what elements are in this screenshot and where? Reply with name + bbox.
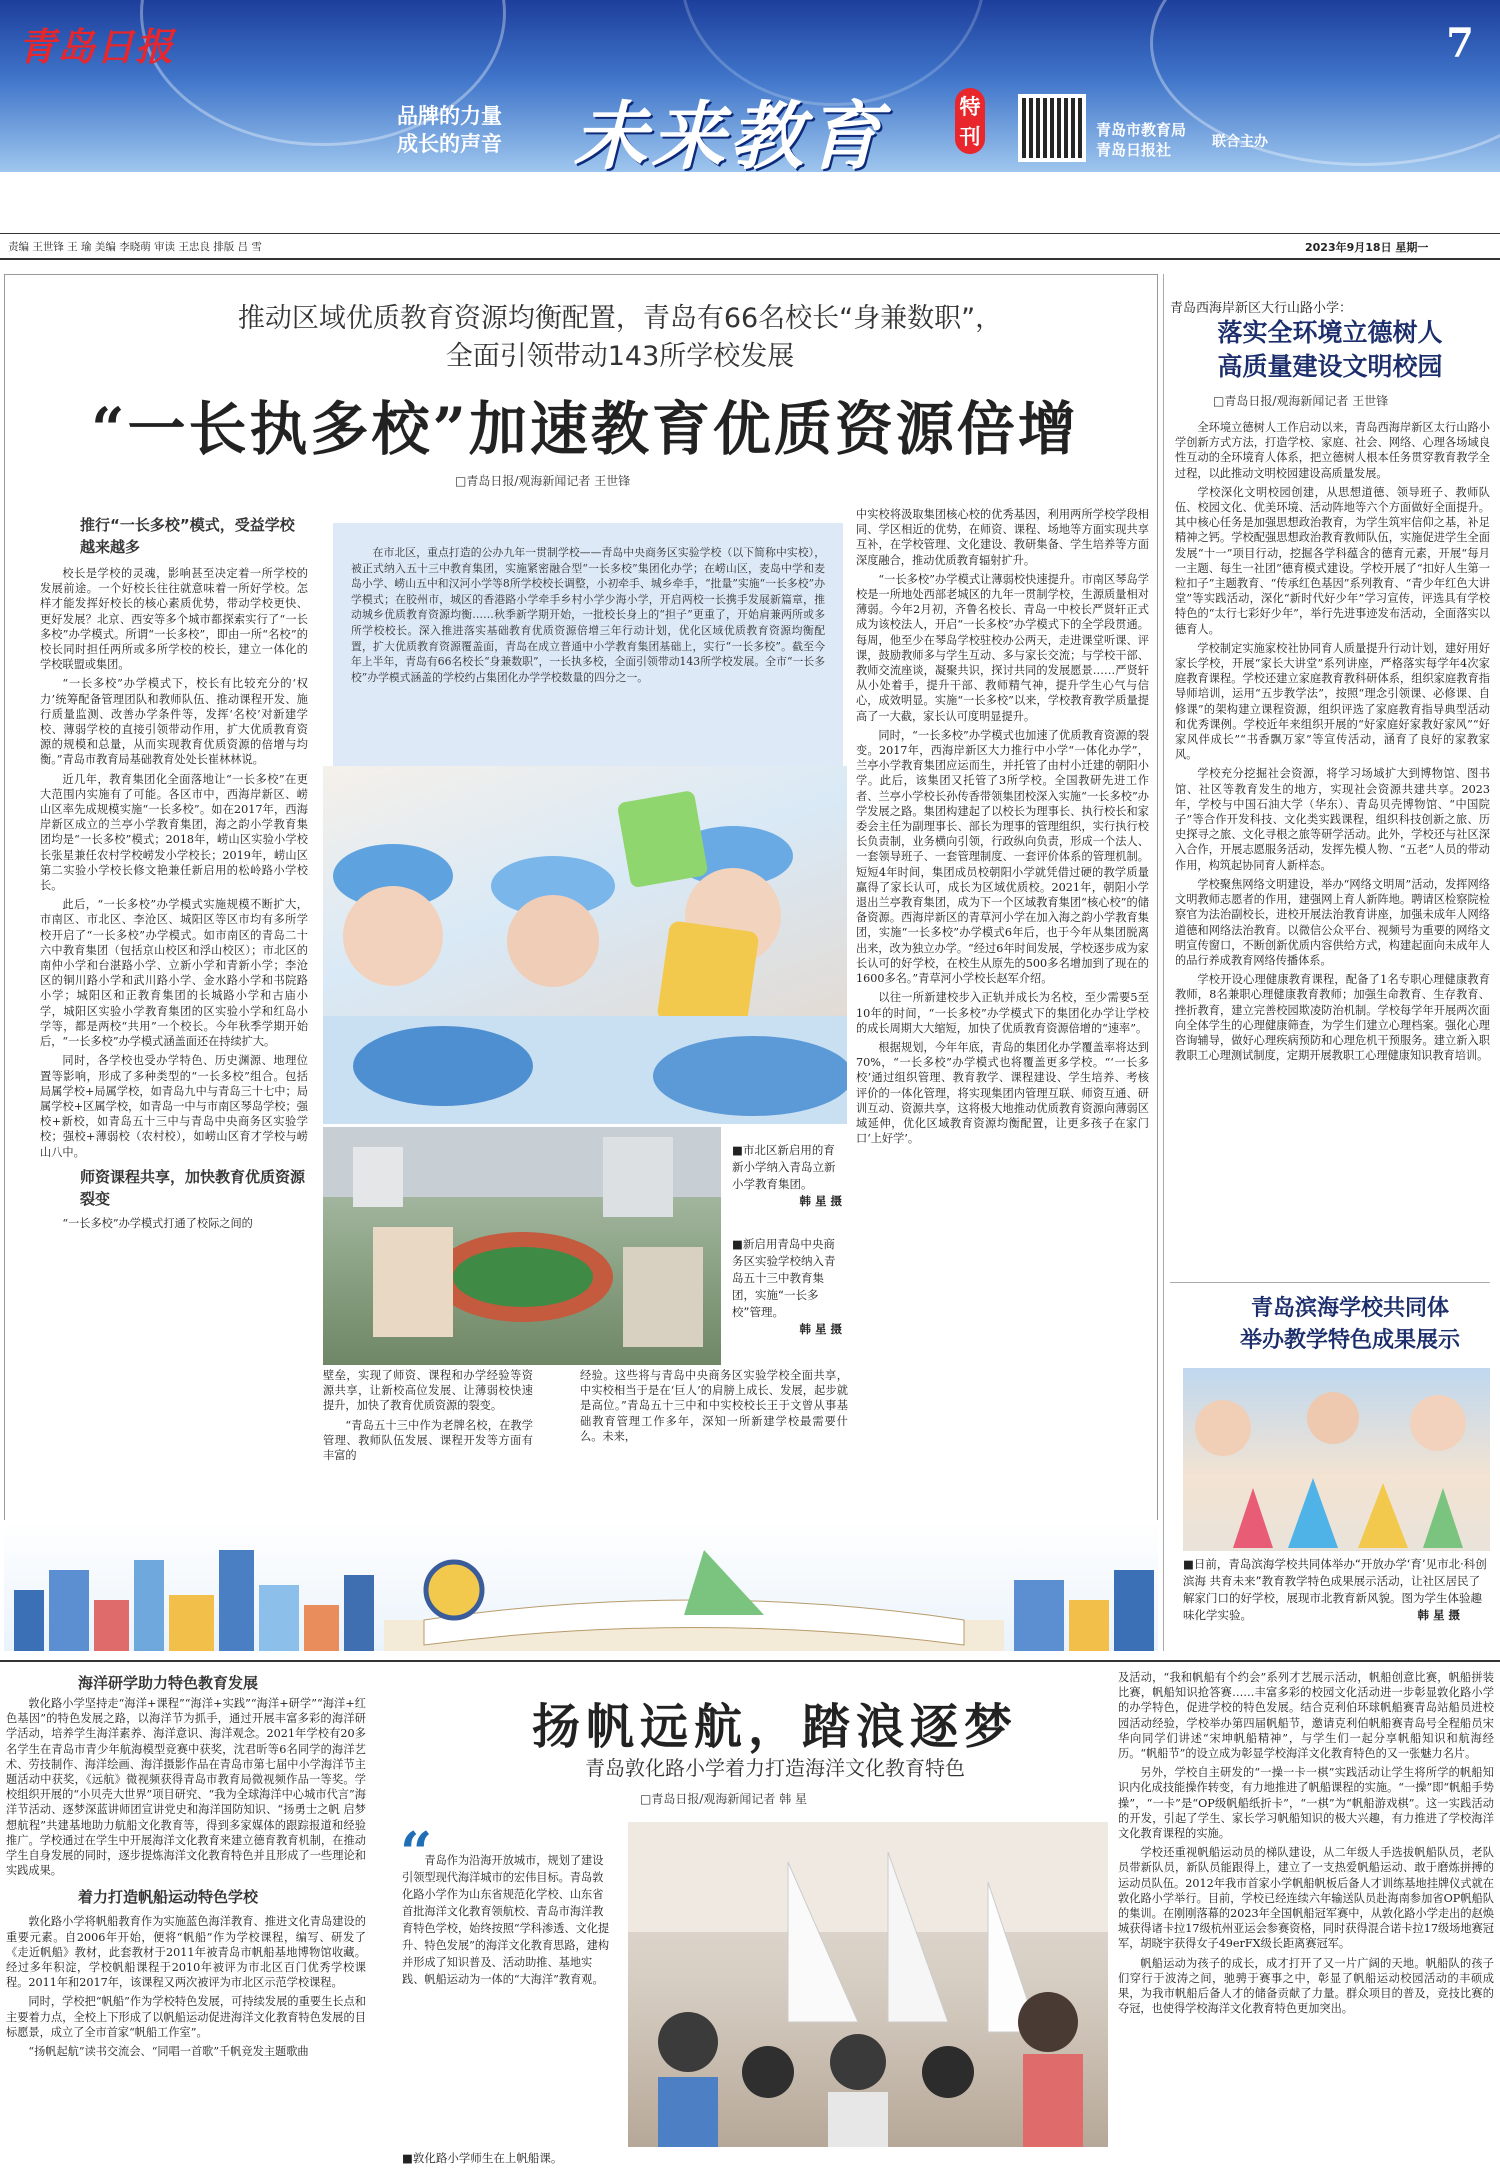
slogan-line: 成长的声音 xyxy=(397,132,502,156)
paragraph: 以往一所新建校步入正轨并成长为名校，至少需要5至10年的时间，“一长多校”办学模式下的集团化办学让学校的成长周期大大缩短，加快了优质教育资源倍增的“速率”。 xyxy=(856,991,1149,1035)
subheading: 海洋研学助力特色教育发展 xyxy=(78,1674,259,1692)
lead-column-5 xyxy=(856,507,1149,1150)
slogan xyxy=(397,102,502,158)
page-number: 7 xyxy=(1446,20,1474,67)
photo-credit: 韩 星 摄 xyxy=(799,1194,842,1208)
paragraph: 学校聚焦网络文明建设，举办“网络文明周”活动，发挥网络文明教师志愿者的作用，建强网上育人新阵地。聘请区检察院检察官为法治副校长，进校开展法治教育讲座，加强未成年人网络道德和网络法治教育。以微信公众平台、视频号为重要的网络文明宣传窗口，不断创新优质内容供给方式，构建起面向未成年人的品行养成教育网络传播体系。 xyxy=(1175,877,1490,967)
paragraph: 校长是学校的灵魂，影响甚至决定着一所学校的发展前途。一个好校长往往就意味着一所好学校。怎样才能发挥好校长的核心素质优势，带动学校更快、更好发展？北京、西安等多个城市都探索实行了“一长多校”办学模式。所谓“一长多校”，即由一所“名校”的校长同时担任两所或多所学校的校长，建立一体化的学校联盟或集团。 xyxy=(40,567,308,672)
staff-credits: 责编 王世锋 王 瑜 美编 李晓萌 审读 王忠良 排版 吕 雪 xyxy=(8,241,262,253)
paragraph: 学校还重视帆船运动员的梯队建设，从二年级人手选拔帆船队员，老队员带新队员，新队员能跟得上，建立了一支热爱帆船运动、敢于磨炼拼搏的运动员队伍。2012年我市首家小学帆船帆板后备人才训练基地挂牌仪式就在敦化路小学举行。目前，学校已经连续六年输送队员赴海南参加省OP帆船队的集训。在刚刚落幕的2023年全国帆船冠军赛中，从敦化路小学走出的赵焕城获得诸卡拉17级杭州亚运会参赛资格，同时获得混合诺卡拉17级场地赛冠军，胡晓宇获得女子49erFX级长距离赛冠军。 xyxy=(1118,1846,1494,1951)
subheading: 师资课程共享，加快教育优质资源裂变 xyxy=(80,1167,306,1208)
headline-line: 落实全环境立德树人 xyxy=(1217,318,1443,347)
headline-line: 青岛滨海学校共同体 xyxy=(1250,1295,1449,1321)
article-byline: □青岛日报/观海新闻记者 王世锋 xyxy=(1213,394,1389,408)
paragraph: 及活动，“我和帆船有个约会”系列才艺展示活动，帆船创意比赛，帆船拼装比赛，帆船知识抢答赛……丰富多彩的校园文化活动进一步彰显敦化路小学的办学特色，促进学校的特色发展。结合克利伯环球帆船赛青岛站船员进校园活动经验，学校举办第四届帆船节，邀请克利伯帆船赛青岛号全程船员宋华向同学们讲述“宋坤帆船精神”，与学生们一起分享帆船知识和航海经历。“帆船节”的设立成为彰显学校海洋文化教育特色的又一张魅力名片。 xyxy=(1118,1671,1494,1761)
bottom-byline: □青岛日报/观海新闻记者 韩 星 xyxy=(640,1792,808,1806)
photo-sailing-class xyxy=(628,1822,1108,2147)
paragraph: 敦化路小学将帆船教育作为实施蓝色海洋教育、推进文化青岛建设的重要元素。自2006年开始，便将“帆船”作为学校课程，编写、研发了《走近帆船》教材，此套教材于2011年被青岛市帆船基地博物馆收藏。经过多年积淀，学校帆船课程于2010年被评为市北区百门优秀学校课程。2011年和2017年，该课程又两次被评为市北区示范学校课程。 xyxy=(6,1915,366,1990)
bottom-headline: 扬帆远航，踏浪逐梦 xyxy=(531,1699,1018,1755)
deck-line: 全面引领带动143所学校发展 xyxy=(445,341,795,372)
organizer-line: 青岛市教育局 xyxy=(1096,121,1187,139)
lead-byline: □青岛日报/观海新闻记者 王世锋 xyxy=(455,474,631,488)
paragraph: 学校充分挖掘社会资源，将学习场域扩大到博物馆、图书馆、社区等教育发生的地方，实现社会资源共建共享。2023年，学校与中国石油大学（华东）、青岛贝壳博物馆、“中国院子”等合作开发科技、文化类实践课程，组织科技创新之旅、历史探寻之旅、文化寻根之旅等研学活动。此外，学校还与社区深入合作，开展志愿服务活动，发挥先模人物、“五老”人员的带动作用，构筑起协同育人新样态。 xyxy=(1175,767,1490,872)
decor-illustration xyxy=(4,1520,1158,1651)
paragraph: 全环境立德树人工作启动以来，青岛西海岸新区太行山路小学创新方式方法，打造学校、家庭、社会、网络、心理各场域良性互动的全环境育人体系，把立德树人根本任务贯穿教育教学全过程，以此推动文明校园建设高质量发展。 xyxy=(1175,421,1490,480)
headline-line: 高质量建设文明校园 xyxy=(1217,352,1443,381)
lead-column-1 xyxy=(40,514,308,1235)
paragraph: 中实校将汲取集团核心校的优秀基因，利用两所学校学段相同、学区相近的优势，在师资、课程、场地等方面实现共享互补，在学校管理、文化建设、教研集备、学生培养等方面深度融合，推动优质教育辐射扩升。 xyxy=(856,508,1149,567)
article-headline xyxy=(1220,1292,1480,1356)
highlight-text: 在市北区，重点打造的公办九年一贯制学校——青岛中央商务区实验学校（以下简称中实校），被正式纳入五十三中教育集团，实施紧密融合型“一长多校”集团化办学；在崂山区，麦岛中学和麦岛小学、崂山五中和汉河小学等8所学校校长调整，小初牵手、城乡牵手，“批量”实施“一长多校”办学模式；在胶州市，城区的香港路小学牵手乡村小学少海小学，开启两校一长携手发展新篇章，推动城乡优质教育资源均衡……秋季新学期开始，一批校长身上的“担子”更重了，开始肩兼两所或多所学校校长。深入推进落实基础教育优质资源倍增三年行动计划，优化区域优质教育资源均衡配置，扩大优质教育资源覆盖面，青岛在成立普通中小学教育集团基础上，实行“一长多校”。截至今年上半年，青岛有66名校长“身兼数职”，一长执多校，全面引领带动143所学校发展。全市“一长多校”办学模式涵盖的学校约占集团化办学学校数量的四分之一。 xyxy=(351,546,825,684)
lead-column-4-tail xyxy=(580,1368,848,1448)
paragraph: 经验。这些将与青岛中央商务区实验学校全面共享，中实校相当于是在‘巨人’的肩膀上成长、发展，起步就是高位。”青岛五十三中和中实校校长王于文曾从事基础教育管理工作多年，深知一所新建学校最需要什么。未来， xyxy=(580,1369,848,1443)
paragraph: 另外，学校自主研发的“一操一卡一棋”实践活动让学生将所学的帆船知识内化成技能操作转变，有力地推进了帆船课程的实施。“一操”即“帆船手势操”，“一卡”是“OP级帆船纸折卡”，“一棋”为“帆船游戏棋”。这一实践活动的开发，引起了学生、家长学习帆船知识的极大兴趣，有力推进了学校海洋文化教育课程的实施。 xyxy=(1118,1766,1494,1841)
organizer-line: 青岛日报社 xyxy=(1096,141,1172,159)
newspaper-logo: 青岛日报 xyxy=(18,24,175,69)
special-issue-tag: 特刊 xyxy=(955,88,985,154)
paragraph: “一长多校”办学模式让薄弱校快速提升。市南区琴岛学校是一所地处西部老城区的九年一贯制学校，生源质量相对薄弱。今年2月初，齐鲁名校长、青岛一中校长严贤轩正式成为该校法人，开启“一长多校”办学模式下的全学段贯通。每周，他至少在琴岛学校驻校办公两天，走进课堂听课、评课，鼓励教师多与学生互动、多与家长交流；与学校干部、教师交流座谈，凝聚共识，探讨共同的发展愿景……严贤轩从小处着手，提升干部、教师精气神，提升学生心气与信心，成效明显。实施“一长多校”以来，学校教育教学质量提高了一大截，家长认可度明显提升。 xyxy=(856,572,1149,723)
photo-illustration xyxy=(628,1822,1108,2147)
caption-text: ■日前，青岛滨海学校共同体举办“开放办学‘育’见市北·科创滨海 共育未来”教育教学特色成果展示活动，让社区居民了解家门口的好学校，展现市北教育新风貌。图为学生体验趣味化学实验。 xyxy=(1183,1557,1487,1622)
pull-quote xyxy=(402,1832,612,1988)
bottom-column-right xyxy=(1118,1670,1494,2020)
headline-line: 举办教学特色成果展示 xyxy=(1239,1327,1460,1353)
paragraph: 同时，各学校也受办学特色、历史渊源、地理位置等影响，形成了多种类型的“一长多校”组合。包括局属学校+局属学校，如青岛九中与青岛三十七中；局属学校+区属学校，如青岛一中与市南区琴岛学校；强校+新校，如青岛五十三中与青岛中央商务区实验学校；强校+薄弱校（农村校），如崂山区育才学校与崂山八中。 xyxy=(40,1054,308,1159)
lead-deck xyxy=(90,300,1150,376)
deck-line: 推动区域优质教育资源均衡配置，青岛有66名校长“身兼数职”， xyxy=(237,303,1003,334)
lead-headline: “一长执多校”加速教育优质资源倍增 xyxy=(91,395,1079,463)
article-headline xyxy=(1170,316,1490,384)
paragraph: “扬帆起航”读书交流会、“同唱一首歌”千帆竞发主题歌曲 xyxy=(28,2045,309,2059)
section-title: 未来教育 xyxy=(573,94,885,180)
paragraph: “一长多校”办学模式打通了校际之间的 xyxy=(62,1216,253,1230)
paragraph: 根据规划，今年年底，青岛的集团化办学覆盖率将达到70%，“一长多校”办学模式也将覆盖更多学校。“‘一长多校’通过组织管理、教育教学、课程建设、学生培养、考核评价的一体化管理，将实现集团内管理互联、师资互通、研训互动、资源共享，这将极大地推动优质教育资源向薄弱区域延伸，优化区域教育资源均衡配置，让更多孩子在家门口‘上好学’。 xyxy=(856,1040,1149,1146)
photo-caption: ■敦化路小学师生在上帆船课。 xyxy=(402,2151,563,2165)
photo-caption xyxy=(1183,1556,1490,1624)
photo-illustration xyxy=(323,766,847,1124)
paragraph: 学校制定实施家校社协同育人质量提升行动计划，建好用好家长学校，开展“家长大讲堂”系列讲座，严格落实每学年4次家庭教育课程。学校还建立家庭教育教科研体系，组织家庭教育指导师培训，运用“五步教学法”，按照“理念引领课、必修课、自修课”的架构建立课程资源，组织评选了家庭教育指导典型活动和优秀课例。学校近年来组织开展的“好家庭好家教好家风”“好家风伴成长”“书香飘万家”等宣传活动，涵育了良好的家教家风。 xyxy=(1175,641,1490,762)
subheading: 推行“一长多校”模式，受益学校越来越多 xyxy=(80,516,295,556)
paragraph: 学校深化文明校园创建，从思想道德、领导班子、教师队伍、校园文化、优美环境、活动阵地等六个方面做好全面提升。其中核心任务是加强思想政治教育，为学生筑牢信仰之基，补足精神之钙。学校配强思想政治教育教师队伍，实施促进学生全面发展“十一”项目行动，挖掘各学科蕴含的德育元素，开展“每月一主题、每生一社团”德育模式建设。学校开展了“扣好人生第一粒扣子”主题教育、“传承红色基因”系列教育、“青少年红色大讲堂”等实践活动，深化“新时代好少年”学习宣传，评选具有学校特色的“太行七彩好少年”，举行先进事迹发布活动，全面落实以德育人。 xyxy=(1175,485,1490,636)
photo-caption xyxy=(732,1142,842,1210)
photo-first-day xyxy=(323,766,847,1124)
photo-credit: 韩 星 摄 xyxy=(799,1322,842,1336)
organizer-suffix: 联合主办 xyxy=(1212,134,1268,150)
photo-caption xyxy=(732,1236,842,1338)
lead-column-3-tail xyxy=(323,1368,533,1467)
qr-code-icon xyxy=(1018,94,1086,162)
photo-aerial-school xyxy=(323,1127,721,1365)
paragraph: “青岛五十三中作为老牌名校，在教学管理、教师队伍发展、课程开发等方面有丰富的 xyxy=(323,1418,533,1463)
paragraph: 同时，学校把“帆船”作为学校特色发展，可持续发展的重要生长点和主要着力点，全校上下形成了以帆船运动促进海洋文化教育特色发展的目标愿景，成立了全市首家“帆船工作室”。 xyxy=(6,1995,366,2039)
caption-text: ■新启用青岛中央商务区实验学校纳入青岛五十三中教育集团，实施“一长多校”管理。 xyxy=(732,1237,836,1319)
paragraph: 壁垒，实现了师资、课程和办学经验等资源共享，让新校高位发展、让薄弱校快速提升，加快了教育优质资源的裂变。 xyxy=(323,1369,533,1413)
divider xyxy=(1170,1282,1490,1283)
column-rule xyxy=(1163,274,1164,1651)
article-kicker: 青岛西海岸新区大行山路小学： xyxy=(1170,301,1353,316)
bottom-column-1 xyxy=(6,1696,366,2063)
divider xyxy=(0,233,1500,234)
city-book-illustration xyxy=(4,1520,1158,1651)
bottom-subheadline: 青岛敦化路小学着力打造海洋文化教育特色 xyxy=(585,1756,965,1780)
organizers xyxy=(1096,120,1186,160)
divider xyxy=(0,258,1500,260)
paragraph: 近几年，教育集团化全面落地让“一长多校”在更大范围内实施有了可能。各区市中，西海岸新区、崂山区率先成规模实施“一长多校”。如在2017年，西海岸新区成立的兰亭小学教育集团，海之韵小学教育集团均是“一长多校”模式；2018年，崂山区实验小学校长张星兼任农村学校崂发小学校长；2019年，崂山区第二实验小学校长修文艳兼任新启用的松岭路小学校长。 xyxy=(40,772,308,893)
pull-quote-text: 青岛作为沿海开放城市，规划了建设引领型现代海洋城市的宏伟目标。青岛敦化路小学作为山东省规范化学校、山东省首批海洋文化教育领航校、青岛市海洋教育特色学校，始终按照“学科渗透、文化提升、特色发展”的海洋文化教育思路，建构并形成了知识普及、活动助推、基地实践、帆船运动为一体的“大海洋”教育观。 xyxy=(402,1854,610,1986)
divider xyxy=(0,1660,1500,1662)
paragraph: 帆船运动为孩子的成长，成才打开了又一片广阔的天地。帆船队的孩子们穿行于波涛之间，驰骋于赛事之中，彰显了帆船运动校园活动的丰硕成果，为我市帆船后备人才的储备贡献了力量。群众项目的普及，竞技比赛的夺冠，也使得学校海洋文化教育特色更加突出。 xyxy=(1118,1956,1494,2016)
quote-mark-icon: “ xyxy=(400,1820,433,1886)
paragraph: 学校开设心理健康教育课程，配备了1名专职心理健康教育教师，8名兼职心理健康教育教师；加强生命教育、生存教育、挫折教育，建立完善校园欺凌防治机制。学校每学年开展两次面向全体学生的心理健康筛查，为学生们建立心理档案。强化心理咨询辅导，做好心理疾病预防和心理危机干预服务。建立新入职教职工心理测试制度，定期开展教职工心理健康知识教育培训。 xyxy=(1175,973,1490,1063)
paragraph: 此后，“一长多校”办学模式实施规模不断扩大，市南区、市北区、李沧区、城阳区等区市均有多所学校开启了“一长多校”办学模式。如市南区的青岛二十六中教育集团（包括京山校区和浮山校区）；市北区的南仲小学和台湛路小学、立新小学和青新小学；李沧区的铜川路小学和武川路小学、金水路小学和书院路小学；城阳区和正教育集团的长城路小学和古庙小学，城阳区实验小学教育集团的区实验小学和红岛小学等，都是两校“共用”一个校长。今年秋季学期开始后，“一长多校”办学模式涵盖面还在持续扩大。 xyxy=(40,898,308,1049)
issue-date: 2023年9月18日 星期一 xyxy=(1305,241,1429,254)
paragraph: 同时，“一长多校”办学模式也加速了优质教育资源的裂变。2017年，西海岸新区大力推行中小学“一体化办学”，兰亭小学教育集团应运而生，并托管了由村小迁建的朝阳小学。此后，该集团又托管了3所学校。全国教研先进工作者、兰亭小学校长孙传香带领集团校深入实施“一长多校”办学发展之路。集团构建起了以校长为理事长、执行校长和家委会主任为副理事长、部长为理事的管理组织，实行执行校长负责制，业务横向引领，行政纵向负责，形成一个法人、一套领导班子、一套管理制度、一套评价体系的管理机制。短短4年时间，集团成员校朝阳小学就凭借过硬的教学质量赢得了家长认可，成长为区域优质校。2021年，朝阳小学退出兰亭教育集团，成为下一个区域教育集团“核心校”的储备资源。西海岸新区的青草河小学在加入海之韵小学教育集团，实施“一长多校”办学模式6年后，也于今年从集团脱离出来，改为独立办学。“经过6年时间发展，学校逐步成为家长认可的好学校，在校生从原先的500多名增加到了现在的1600多名。”青草河小学校长赵军介绍。 xyxy=(856,728,1149,986)
paragraph: “一长多校”办学模式下，校长有比较充分的‘权力’统筹配备管理团队和教师队伍、推动课程开发、施行质量监测、改善办学条件等，发挥‘名校’对新建学校、薄弱学校的直接引领带动作用，扩大优质教育资源的规模和总量，从而实现教育优质资源的倍增与均衡。”青岛市教育局基础教育处处长崔林林说。 xyxy=(40,677,308,767)
photo-illustration xyxy=(1183,1368,1490,1551)
photo-illustration xyxy=(323,1127,721,1365)
highlight-box xyxy=(333,523,843,766)
photo-chemistry-experiment xyxy=(1183,1368,1490,1551)
slogan-line: 品牌的力量 xyxy=(397,104,502,128)
photo-credit: 韩 星 摄 xyxy=(1417,1608,1460,1622)
caption-text: ■市北区新启用的育新小学纳入青岛立新小学教育集团。 xyxy=(732,1143,836,1191)
subheading: 着力打造帆船运动特色学校 xyxy=(78,1888,259,1907)
right-article-body xyxy=(1175,420,1490,1067)
paragraph: 敦化路小学坚持走“海洋+课程”“海洋+实践”“海洋+研学”“海洋+红色基因”的特色发展之路，以海洋节为抓手，通过开展丰富多彩的海洋研学活动，培养学生海洋素养、海洋意识、海洋观念。2021年学校有20多名学生在青岛市青少年航海模型竞赛中获奖，沈君昕等6名同学的海洋艺术、劳技制作、海洋绘画、海洋摄影作品在青岛市第七届中小学海洋节主题活动中获奖，《远航》微视频获得青岛市教育局微视频作品一等奖。学校组织开展的“小贝壳大世界”项目研究、“我为全球海洋中心城市代言”海洋节活动、逐梦深蓝讲师团宣讲党史和海洋国防知识、“扬勇士之帆 启梦想航程”共建基地助力航船文化教育等，得到多家媒体的跟踪报道和经验推广。学校通过在学生中开展海洋文化教育来建立德育教育机制，在推动学生自身发展的同时，逐步提炼海洋文化教育特色并且形成了一些理论和实践成果。 xyxy=(6,1697,366,1878)
